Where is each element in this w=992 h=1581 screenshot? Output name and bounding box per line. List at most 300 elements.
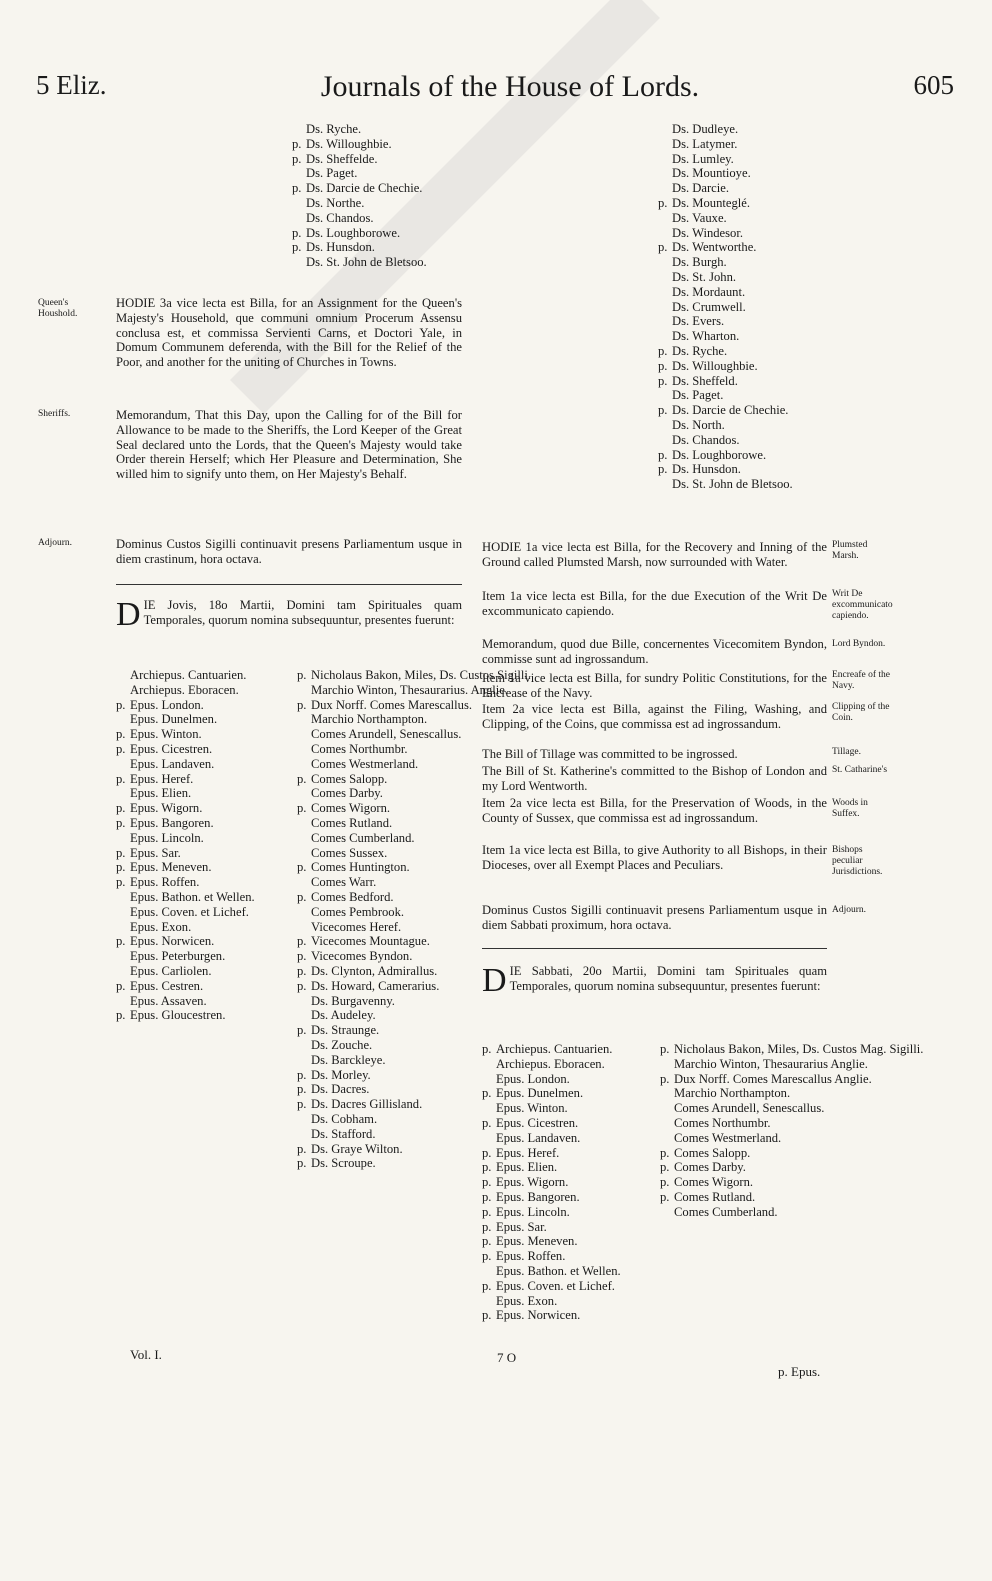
- present-mark: p.: [660, 1042, 670, 1056]
- attendee-row: [297, 1068, 472, 1083]
- attendee-name: Ds. Darcie.: [672, 181, 729, 196]
- present-mark: p.: [297, 963, 307, 978]
- attendee-row: [297, 801, 472, 816]
- attendee-row: [297, 698, 472, 713]
- entry-text: Item 2a vice lecta est Billa, against the Filing, Washing, and Clipping, of the Coins, que commissa est ad ingrossandum.: [482, 702, 827, 731]
- attendee-name: Comes Rutland.: [311, 815, 393, 830]
- entry-text: IE Sabbati, 20o Martii, Domini tam Spirituales quam Temporales, quorum nomina subsequuntur, presentes fuerunt:: [509, 964, 827, 993]
- attendee-name: Epus. Coven. et Lichef.: [496, 1278, 615, 1293]
- attendee-name: Ds. Wharton.: [672, 329, 740, 344]
- attendee-name: Nicholaus Bakon, Miles, Ds. Custos Mag. Sigilli.: [674, 1042, 924, 1056]
- attendee-row: [658, 388, 838, 403]
- attendee-name: Epus. Landaven.: [496, 1130, 581, 1145]
- attendee-name: Comes Salopp.: [674, 1145, 751, 1160]
- present-mark: p.: [658, 240, 668, 255]
- present-mark: p.: [660, 1175, 670, 1190]
- attendee-name: Ds. Crumwell.: [672, 299, 746, 314]
- attendee-name: Ds. Vauxe.: [672, 210, 727, 225]
- entry-adjourn-2: [482, 903, 827, 933]
- entry-writ: [482, 589, 827, 619]
- attendee-name: Comes Wigorn.: [674, 1175, 754, 1190]
- present-mark: p.: [660, 1160, 670, 1175]
- entry-queens-houshold: [116, 296, 462, 370]
- attendee-row: [297, 846, 472, 861]
- attendee-name: Ds. Burgh.: [672, 255, 727, 270]
- margin-note-st-catharines: St. Catharine's: [832, 765, 888, 775]
- present-mark: p.: [482, 1175, 492, 1190]
- attendee-name: Epus. Winton.: [130, 727, 202, 742]
- attendee-row: [292, 122, 492, 137]
- attendee-row: [116, 979, 296, 994]
- attendee-row: [660, 1160, 830, 1175]
- attendee-name: Comes Arundell, Senescallus.: [311, 727, 462, 742]
- attendee-name: Marchio Winton, Thesaurarius Anglie.: [674, 1056, 868, 1071]
- attendee-row: [482, 1146, 657, 1161]
- attendee-name: Ds. Windesor.: [672, 225, 743, 240]
- present-mark: p.: [482, 1042, 492, 1056]
- attendee-name: Comes Wigorn.: [311, 801, 391, 816]
- present-mark: p.: [116, 845, 126, 860]
- attendee-name: Comes Rutland.: [674, 1189, 756, 1204]
- entry-text: Item 1a vice lecta est Billa, to give Authority to all Bishops, in their Dioceses, over all Exempt Places and Peculiars.: [482, 843, 827, 872]
- attendee-name: Ds. Hunsdon.: [306, 240, 375, 255]
- present-mark: p.: [292, 136, 302, 151]
- attendee-name: Comes Darby.: [674, 1160, 746, 1175]
- attendee-row: [482, 1160, 657, 1175]
- present-mark: p.: [660, 1189, 670, 1204]
- attendee-name: Comes Northumbr.: [311, 741, 408, 756]
- attendee-row: [292, 196, 492, 211]
- attendee-name: Epus. Cicestren.: [496, 1115, 579, 1130]
- attendee-row: [658, 374, 838, 389]
- attendee-row: [482, 1190, 657, 1205]
- entry-st-katherines: [482, 764, 827, 794]
- attendee-name: Ds. Dudleye.: [672, 122, 739, 136]
- attendee-name: Epus. London.: [130, 697, 204, 712]
- attendee-row: [658, 344, 838, 359]
- attendee-name: Epus. Carliolen.: [130, 963, 212, 978]
- attendee-name: Epus. Cestren.: [130, 978, 204, 993]
- drop-cap: D: [116, 596, 141, 633]
- attendee-row: [660, 1205, 830, 1220]
- attendee-name: Dux Norff. Comes Marescallus.: [311, 697, 473, 712]
- attendee-name: Dux Norff. Comes Marescallus Anglie.: [674, 1071, 872, 1086]
- attendee-row: [116, 786, 296, 801]
- spiritual-lords-list: [482, 1042, 657, 1323]
- attendee-name: Epus. Heref.: [130, 771, 194, 786]
- present-mark: p.: [297, 668, 307, 682]
- present-mark: p.: [658, 447, 668, 462]
- present-mark: p.: [482, 1219, 492, 1234]
- present-mark: p.: [297, 949, 307, 964]
- present-mark: p.: [297, 1082, 307, 1097]
- attendee-row: [297, 1127, 472, 1142]
- attendee-name: Ds. Clynton, Admirallus.: [311, 963, 438, 978]
- attendee-name: Epus. Exon.: [130, 919, 192, 934]
- entry-text: Dominus Custos Sigilli continuavit presens Parliamentum usque in diem crastinum, hora octava.: [116, 537, 462, 566]
- margin-note-woods: Woods in Suffex.: [832, 798, 868, 819]
- attendee-row: [116, 875, 296, 890]
- attendee-name: Comes Pembrook.: [311, 904, 405, 919]
- margin-note-adjourn: Adjourn.: [38, 538, 73, 548]
- header-title: Journals of the House of Lords.: [320, 70, 700, 103]
- attendee-name: Ds. Lumley.: [672, 151, 734, 166]
- present-mark: p.: [660, 1071, 670, 1086]
- attendee-name: Epus. Assaven.: [130, 993, 207, 1008]
- attendee-name: Epus. Sar.: [130, 845, 181, 860]
- present-mark: p.: [658, 373, 668, 388]
- attendee-row: [660, 1056, 868, 1072]
- entry-coins: [482, 702, 827, 732]
- attendee-name: Ds. St. John de Bletsoo.: [672, 477, 793, 492]
- attendee-row: [660, 1146, 830, 1161]
- attendee-name: Archiepus. Cantuarien.: [496, 1042, 613, 1056]
- attendee-name: Ds. Loughborowe.: [306, 225, 401, 240]
- entry-navy: [482, 671, 827, 701]
- attendee-row: [482, 1249, 657, 1264]
- entry-text: Item 2a vice lecta est Billa, for the Preservation of Woods, in the County of Sussex, que commissa est ad ingrossandum.: [482, 796, 827, 825]
- present-mark: p.: [482, 1249, 492, 1264]
- attendee-name: Comes Westmerland.: [311, 756, 419, 771]
- attendee-name: Ds. Cobham.: [311, 1111, 378, 1126]
- attendee-row: [116, 905, 296, 920]
- present-mark: p.: [658, 462, 668, 477]
- present-mark: p.: [297, 889, 307, 904]
- margin-note-bishops: Bishops peculiar Jurisdictions.: [832, 845, 883, 877]
- entry-text: Dominus Custos Sigilli continuavit presens Parliamentum usque in diem Sabbati proximum, hora octava.: [482, 903, 827, 932]
- attendee-name: Epus. Landaven.: [130, 756, 215, 771]
- attendee-row: [116, 920, 296, 935]
- present-mark: p.: [297, 1141, 307, 1156]
- attendee-row: [116, 949, 296, 964]
- attendee-row: [658, 462, 838, 477]
- signature-mark: 7 O: [497, 1350, 517, 1365]
- attendee-row: [292, 166, 492, 181]
- attendee-name: Ds. Sheffelde.: [306, 151, 378, 166]
- attendee-row: [482, 1308, 657, 1323]
- attendee-row: [658, 137, 838, 152]
- attendee-name: Comes Huntington.: [311, 860, 410, 875]
- attendee-row: [116, 934, 296, 949]
- attendee-row: [116, 1008, 296, 1023]
- attendee-name: Epus. Norwicen.: [130, 934, 215, 949]
- attendee-row: [297, 920, 472, 935]
- attendee-name: Nicholaus Bakon, Miles, Ds. Custos Sigilli.: [311, 668, 532, 682]
- present-mark: p.: [116, 697, 126, 712]
- margin-note-sheriffs: Sheriffs.: [38, 409, 71, 419]
- attendee-name: Ds. Willoughbie.: [306, 136, 392, 151]
- attendee-name: Epus. Heref.: [496, 1145, 560, 1160]
- attendee-row: [297, 1112, 472, 1127]
- attendee-name: Epus. Norwicen.: [496, 1308, 581, 1323]
- attendee-row: [116, 727, 296, 742]
- attendee-row: [658, 285, 838, 300]
- margin-note-queens-houshold: Queen's Houshold.: [38, 298, 78, 319]
- section-rule: [116, 584, 462, 585]
- attendee-name: Ds. Ryche.: [306, 122, 362, 136]
- attendee-row: [658, 359, 838, 374]
- attendee-name: Epus. Elien.: [130, 786, 192, 801]
- attendee-row: [297, 1156, 472, 1171]
- attendee-name: Ds. Ryche.: [672, 343, 728, 358]
- attendee-name: Comes Cumberland.: [311, 830, 415, 845]
- attendee-row: [660, 1042, 924, 1057]
- attendee-name: Ds. Zouche.: [311, 1037, 373, 1052]
- entry-plumsted-marsh: [482, 540, 827, 570]
- present-mark: p.: [660, 1145, 670, 1160]
- attendee-row: [116, 816, 296, 831]
- attendee-row: [297, 757, 472, 772]
- entry-text: The Bill of St. Katherine's committed to the Bishop of London and my Lord Wentworth.: [482, 764, 827, 793]
- attendee-row: [658, 240, 838, 255]
- attendee-row: [292, 137, 492, 152]
- attendee-name: Vicecomes Byndon.: [311, 949, 413, 964]
- attendee-row: [292, 240, 492, 255]
- attendee-row: [658, 314, 838, 329]
- present-mark: p.: [116, 801, 126, 816]
- present-mark: p.: [292, 240, 302, 255]
- attendee-name: Epus. Wigorn.: [496, 1175, 569, 1190]
- entry-tillage: [482, 747, 827, 762]
- attendee-name: Ds. Morley.: [311, 1067, 371, 1082]
- entry-byndon: [482, 637, 827, 667]
- attendee-row: [292, 152, 492, 167]
- present-mark: p.: [116, 1008, 126, 1023]
- attendee-row: [297, 816, 472, 831]
- attendee-row: [658, 255, 838, 270]
- attendee-row: [658, 329, 838, 344]
- present-mark: p.: [292, 151, 302, 166]
- attendee-name: Archiepus. Cantuarien.: [130, 668, 247, 682]
- attendee-row: [116, 668, 296, 683]
- present-mark: p.: [116, 741, 126, 756]
- present-mark: p.: [297, 1156, 307, 1171]
- margin-note-adjourn: Adjourn.: [832, 905, 867, 915]
- present-mark: p.: [297, 1097, 307, 1112]
- attendee-name: Ds. Barckleye.: [311, 1052, 386, 1067]
- entry-text: HODIE 3a vice lecta est Billa, for an Assignment for the Queen's Majesty's Household, que communi omnium Procerum Assensu conclusa est, et commissa Servienti Carns, et Doctori Yale, in Domum Communem deferenda, with the Bill for the Relief of the Poor, and another for the uniting of Churches in Towns.: [116, 296, 462, 370]
- attendee-row: [297, 772, 472, 787]
- attendee-row: [116, 846, 296, 861]
- section-rule: [482, 948, 827, 949]
- attendee-row: [297, 1008, 472, 1023]
- present-mark: p.: [116, 875, 126, 890]
- attendee-name: Marchio Winton, Thesaurarius. Anglie.: [311, 682, 508, 697]
- attendee-row: [482, 1042, 657, 1057]
- entry-text: The Bill of Tillage was committed to be ingrossed.: [482, 747, 738, 761]
- attendee-row: [482, 1101, 657, 1116]
- attendee-row: [297, 1082, 472, 1097]
- attendee-row: [660, 1086, 830, 1101]
- attendee-row: [658, 418, 838, 433]
- attendee-name: Ds. Mountioye.: [672, 166, 751, 181]
- margin-note-writ: Writ De excommunicato capiendo.: [832, 589, 893, 621]
- attendee-name: Ds. Scroupe.: [311, 1156, 376, 1171]
- present-mark: p.: [297, 860, 307, 875]
- attendee-name: Epus. Bangoren.: [496, 1189, 580, 1204]
- attendee-row: [482, 1175, 657, 1190]
- attendee-name: Epus. Roffen.: [130, 875, 200, 890]
- attendee-row: [482, 1116, 657, 1131]
- present-mark: p.: [482, 1234, 492, 1249]
- attendee-row: [297, 964, 472, 979]
- attendee-row: [482, 1205, 657, 1220]
- attendee-row: [116, 683, 296, 698]
- attendee-row: [660, 1071, 872, 1087]
- attendee-row: [292, 211, 492, 226]
- attendee-row: [297, 860, 472, 875]
- attendee-name: Comes Cumberland.: [674, 1204, 778, 1219]
- attendee-row: [482, 1264, 657, 1279]
- attendee-row: [482, 1294, 657, 1309]
- catchword: p. Epus.: [778, 1364, 821, 1379]
- attendee-name: Ds. Straunge.: [311, 1023, 380, 1038]
- spiritual-lords-list: [116, 668, 296, 1023]
- attendee-name: Marchio Northampton.: [311, 712, 428, 727]
- margin-note-coin: Clipping of the Coin.: [832, 702, 890, 723]
- attendee-name: Ds. Sheffeld.: [672, 373, 738, 388]
- attendee-name: Epus. Wigorn.: [130, 801, 203, 816]
- attendee-name: Ds. Paget.: [672, 388, 724, 403]
- attendee-name: Ds. Paget.: [306, 166, 358, 181]
- attendee-name: Epus. Coven. et Lichef.: [130, 904, 249, 919]
- attendee-row: [658, 196, 838, 211]
- attendee-row: [116, 890, 296, 905]
- entry-text: Item 1a vice lecta est Billa, for sundry Politic Constitutions, for the Encrease of the Navy.: [482, 671, 827, 700]
- entry-bishops: [482, 843, 827, 873]
- attendee-row: [658, 403, 838, 418]
- attendee-name: Epus. London.: [496, 1071, 570, 1086]
- attendee-row: [482, 1086, 657, 1101]
- present-mark: p.: [482, 1115, 492, 1130]
- attendee-row: [660, 1175, 830, 1190]
- attendee-row: [297, 727, 472, 742]
- present-mark: p.: [297, 1023, 307, 1038]
- attendee-row: [658, 226, 838, 241]
- entry-text: Memorandum, quod due Bille, concernentes Vicecomitem Byndon, commisse sunt ad ingrossandum.: [482, 637, 827, 666]
- attendee-row: [297, 831, 472, 846]
- attendance-list-continued: [658, 122, 838, 492]
- present-mark: p.: [116, 860, 126, 875]
- present-mark: p.: [116, 727, 126, 742]
- attendee-name: Epus. Winton.: [496, 1101, 568, 1116]
- attendee-row: [658, 211, 838, 226]
- volume-label: Vol. I.: [130, 1347, 162, 1362]
- attendee-row: [116, 860, 296, 875]
- entry-die-jovis: [116, 596, 462, 633]
- attendee-name: Ds. Burgavenny.: [311, 993, 395, 1008]
- attendee-row: [297, 1097, 472, 1112]
- attendee-name: Ds. St. John.: [672, 269, 737, 284]
- attendee-row: [297, 1038, 472, 1053]
- margin-note-tillage: Tillage.: [832, 747, 861, 757]
- attendee-row: [116, 801, 296, 816]
- present-mark: p.: [297, 771, 307, 786]
- attendee-name: Ds. Stafford.: [311, 1126, 376, 1141]
- attendee-row: [116, 757, 296, 772]
- attendee-name: Archiepus. Eboracen.: [496, 1056, 605, 1071]
- present-mark: p.: [297, 801, 307, 816]
- attendee-name: Comes Darby.: [311, 786, 383, 801]
- present-mark: p.: [482, 1204, 492, 1219]
- attendee-name: Ds. Graye Wilton.: [311, 1141, 403, 1156]
- attendee-name: Epus. Exon.: [496, 1293, 558, 1308]
- attendee-row: [297, 979, 472, 994]
- attendee-row: [660, 1101, 830, 1116]
- attendee-row: [660, 1116, 830, 1131]
- temporal-lords-list: [660, 1042, 924, 1220]
- attendee-name: Ds. Latymer.: [672, 136, 738, 151]
- attendee-name: Epus. Meneven.: [130, 860, 212, 875]
- attendee-name: Ds. Mounteglé.: [672, 195, 751, 210]
- entry-die-sabbati: [482, 962, 827, 999]
- attendee-row: [297, 934, 472, 949]
- header-page-number: 605: [913, 70, 954, 100]
- attendee-row: [658, 300, 838, 315]
- attendee-name: Epus. Gloucestren.: [130, 1008, 226, 1023]
- margin-note-plumsted: Plumsted Marsh.: [832, 540, 868, 561]
- present-mark: p.: [482, 1160, 492, 1175]
- present-mark: p.: [482, 1308, 492, 1323]
- attendee-row: [297, 949, 472, 964]
- attendee-name: Vicecomes Mountague.: [311, 934, 430, 949]
- entry-text: Item 1a vice lecta est Billa, for the due Execution of the Writ De excommunicato capiendo.: [482, 589, 827, 618]
- attendee-row: [482, 1220, 657, 1235]
- attendee-name: Epus. Elien.: [496, 1160, 558, 1175]
- attendee-row: [292, 255, 492, 270]
- drop-cap: D: [482, 962, 507, 999]
- attendance-list-continued: [292, 122, 492, 270]
- attendee-name: Ds. Northe.: [306, 195, 365, 210]
- attendee-row: [116, 742, 296, 757]
- attendee-name: Comes Bedford.: [311, 889, 394, 904]
- attendee-name: Epus. Bathon. et Wellen.: [130, 889, 255, 904]
- attendee-name: Ds. Dacres.: [311, 1082, 370, 1097]
- entry-text: IE Jovis, 18o Martii, Domini tam Spirituales quam Temporales, quorum nomina subsequuntur, presentes fuerunt:: [143, 598, 462, 627]
- present-mark: p.: [116, 815, 126, 830]
- present-mark: p.: [482, 1189, 492, 1204]
- attendee-name: Ds. Audeley.: [311, 1008, 376, 1023]
- attendee-row: [116, 772, 296, 787]
- entry-text: Memorandum, That this Day, upon the Calling for of the Bill for Allowance to be made to the Sheriffs, the Lord Keeper of the Great Seal declared unto the Lords, that the Queen's Majesty would take Order therein Herself; which Her Pleasure and Determination, She willed him to signify unto them, on Her Majesty's Behalf.: [116, 408, 462, 482]
- attendee-name: Marchio Northampton.: [674, 1086, 791, 1101]
- header-regnal-year: 5 Eliz.: [36, 70, 107, 100]
- attendee-row: [297, 668, 532, 683]
- present-mark: p.: [482, 1086, 492, 1101]
- attendee-row: [297, 905, 472, 920]
- attendee-row: [116, 712, 296, 727]
- present-mark: p.: [658, 343, 668, 358]
- attendee-name: Epus. Lincoln.: [496, 1204, 570, 1219]
- attendee-name: Comes Sussex.: [311, 845, 388, 860]
- present-mark: p.: [482, 1145, 492, 1160]
- attendee-row: [297, 1142, 472, 1157]
- attendee-row: [482, 1072, 657, 1087]
- margin-note-byndon: Lord Byndon.: [832, 639, 886, 649]
- attendee-name: Epus. Cicestren.: [130, 741, 213, 756]
- attendee-row: [482, 1131, 657, 1146]
- attendee-name: Ds. Darcie de Chechie.: [672, 403, 789, 418]
- attendee-name: Ds. Dacres Gillisland.: [311, 1097, 423, 1112]
- attendee-name: Comes Northumbr.: [674, 1115, 771, 1130]
- attendee-row: [116, 994, 296, 1009]
- attendee-row: [658, 166, 838, 181]
- attendee-name: Epus. Roffen.: [496, 1249, 566, 1264]
- attendee-row: [658, 122, 838, 137]
- attendee-row: [292, 226, 492, 241]
- attendee-row: [658, 152, 838, 167]
- attendee-name: Archiepus. Eboracen.: [130, 682, 239, 697]
